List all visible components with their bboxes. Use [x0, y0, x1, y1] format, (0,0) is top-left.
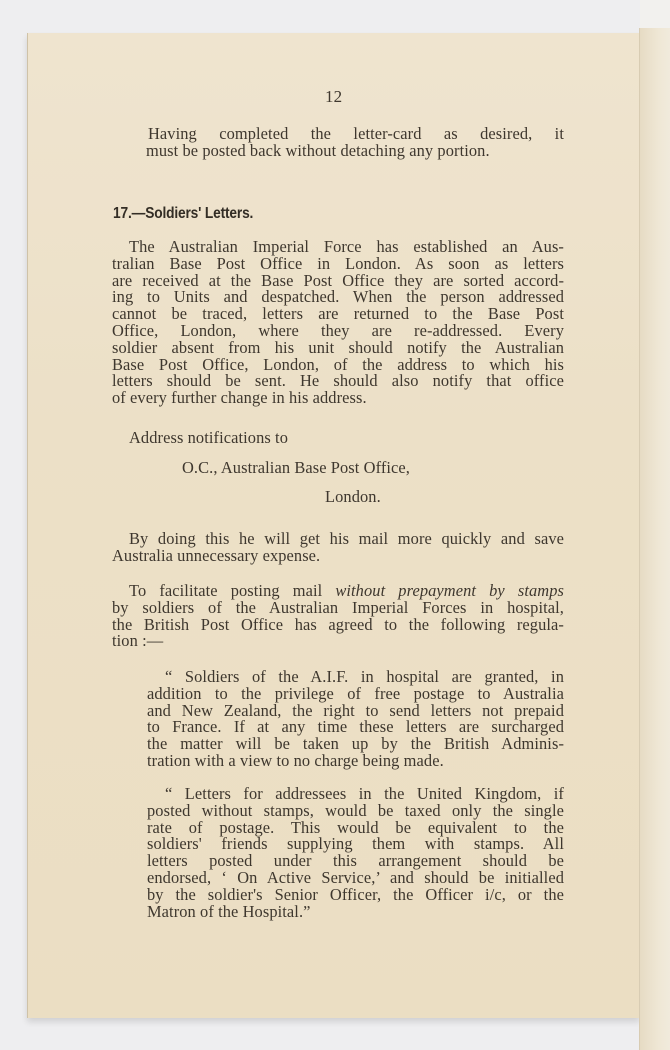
paragraph-line: of every further change in his address. [112, 388, 367, 408]
quote-line: Matron of the Hospital.” [147, 901, 311, 921]
paragraph-line: soldier absent from his unit should notify the Australian [112, 337, 564, 357]
intro-paragraph [146, 126, 564, 160]
paragraph-line: Australia unnecessary expense. [112, 545, 321, 565]
paragraph-line: are received at the Base Post Office they are sorted accord- [112, 270, 564, 290]
quote-line: endorsed, ‘ On Active Service,’ and should be initialled [147, 867, 564, 887]
paragraph-text: To facilitate posting mail [129, 581, 336, 600]
paragraph-line: ing to Units and despatched. When the person addressed [112, 287, 564, 307]
paragraph-base-post-office [112, 239, 564, 407]
quote-line: tration with a view to no charge being made. [147, 750, 444, 770]
quote-united-kingdom [147, 786, 564, 920]
address-line-1: O.C., Australian Base Post Office, [182, 458, 410, 477]
paragraph-line: letters should be sent. He should also notify that office [112, 371, 564, 391]
quote-line: to France. If at any time these letters are surcharged [147, 717, 564, 737]
page-number: 12 [325, 87, 343, 106]
quote-hospital-privilege [147, 669, 564, 770]
quote-line: by the soldier's Senior Officer, the Officer i/c, or the [147, 884, 564, 904]
quote-line: posted without stamps, would be taxed only the single [147, 800, 564, 820]
paragraph-line: cannot be traced, letters are returned to the Base Post [112, 304, 564, 324]
paragraph-line: Office, London, where they are re-addressed. Every [112, 320, 564, 340]
quote-line: “ Letters for addressees in the United Kingdom, if [165, 784, 564, 803]
address-line-2: London. [325, 487, 381, 506]
paragraph-line: tion :— [112, 631, 164, 651]
paragraph-line: Base Post Office, London, of the address to which his [112, 354, 564, 374]
address-intro: Address notifications to [129, 428, 288, 447]
page-spine-edge [639, 28, 670, 1050]
emphasis-text: without prepayment by stamps [335, 581, 564, 600]
quote-line: letters posted under this arrangement should be [147, 851, 564, 871]
quote-line: rate of postage. This would be equivalent to the [147, 817, 564, 837]
quote-line: and New Zealand, the right to send letters not prepaid [147, 700, 564, 720]
paragraph-line: by soldiers of the Australian Imperial Forces in hospital, [112, 597, 564, 617]
paragraph-save-expense [112, 531, 564, 565]
quote-line: addition to the privilege of free postage to Australia [147, 683, 564, 703]
paragraph-line: the British Post Office has agreed to the following regula- [112, 614, 564, 634]
quote-line: “ Soldiers of the A.I.F. in hospital are granted, in [165, 667, 564, 686]
paragraph-line: tralian Base Post Office in London. As soon as letters [112, 253, 564, 273]
quote-line: soldiers' friends supplying them with stamps. All [147, 834, 564, 854]
paragraph-prepayment [112, 583, 564, 650]
quote-line: the matter will be taken up by the British Adminis- [147, 734, 564, 754]
intro-line: Having completed the letter-card as desired, it [148, 124, 564, 143]
intro-line: must be posted back without detaching any portion. [146, 140, 490, 160]
paragraph-line: The Australian Imperial Force has established an Aus- [129, 237, 564, 256]
section-heading: 17.—Soldiers' Letters. [113, 205, 254, 222]
paragraph-line: By doing this he will get his mail more quickly and save [129, 529, 564, 548]
